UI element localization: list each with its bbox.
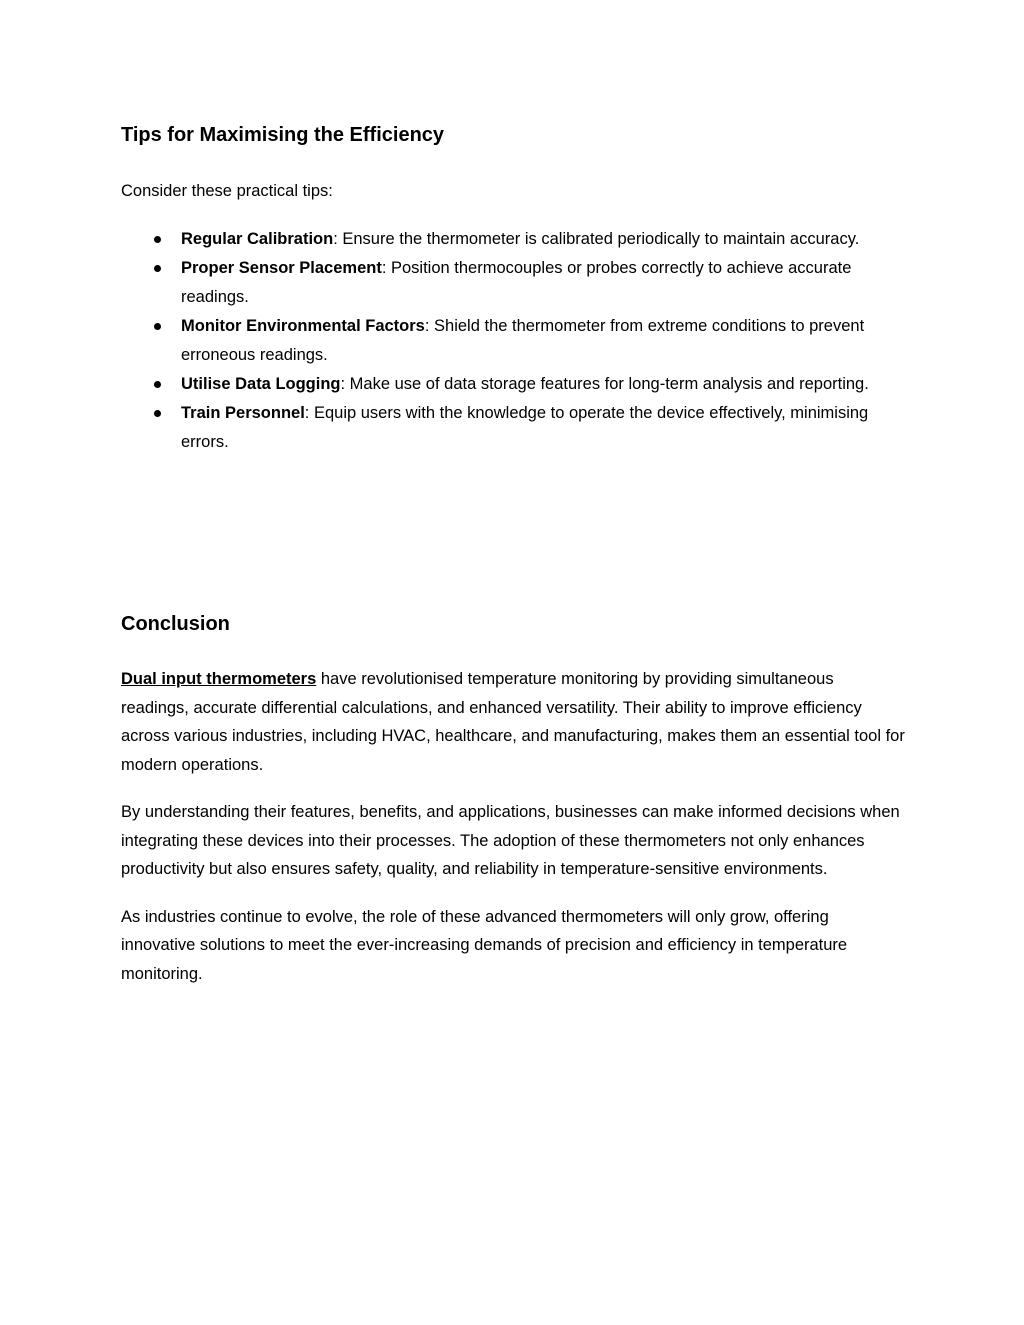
paragraph-1-text: have revolutionised temperature monitoring by providing simultaneous readings, accurate differential calculations, and enhanced versatility. Their ability to improve efficiency across various industries, including HVAC, healthcare, and manufacturing, makes them an essential tool for modern operations. [121,670,905,774]
list-item [121,370,906,399]
conclusion-paragraph-1 [121,665,906,779]
conclusion-paragraph-3: As industries continue to evolve, the role of these advanced thermometers will only grow, offering innovative solutions to meet the ever-increasing demands of precision and efficiency in temperature monitoring. [121,907,848,983]
tip-text: : Make use of data storage features for long-term analysis and reporting. [340,375,869,393]
tip-title: Utilise Data Logging [181,375,341,393]
list-item [121,225,906,254]
tips-list [121,225,906,457]
tip-title: Monitor Environmental Factors [181,317,425,335]
tip-text: : Equip users with the knowledge to operate the device effectively, minimising errors. [181,404,869,451]
tip-title: Train Personnel [181,404,305,422]
bullet-icon [154,381,161,388]
list-item [121,312,906,370]
conclusion-body [121,665,906,1007]
bullet-icon [154,323,161,330]
tip-text: : Shield the thermometer from extreme conditions to prevent erroneous readings. [181,317,865,364]
bullet-icon [154,236,161,243]
tips-heading: Tips for Maximising the Efficiency [121,124,445,146]
tips-intro: Consider these practical tips: [121,182,333,200]
list-item [121,399,906,457]
tip-title: Regular Calibration [181,230,334,248]
bullet-icon [154,410,161,417]
bullet-icon [154,265,161,272]
conclusion-heading: Conclusion [121,613,230,635]
conclusion-paragraph-2: By understanding their features, benefits, and applications, businesses can make informed decisions when integrating these devices into their processes. The adoption of these thermometers not only enhances productivity but also ensures safety, quality, and reliability in temperature-sensitive environments. [121,803,900,878]
dual-input-thermometers-link[interactable]: Dual input thermometers [121,670,317,688]
tip-text: : Ensure the thermometer is calibrated periodically to maintain accuracy. [333,230,860,248]
tip-text: : Position thermocouples or probes correctly to achieve accurate readings. [181,259,852,306]
tip-title: Proper Sensor Placement [181,259,382,277]
list-item [121,254,906,312]
